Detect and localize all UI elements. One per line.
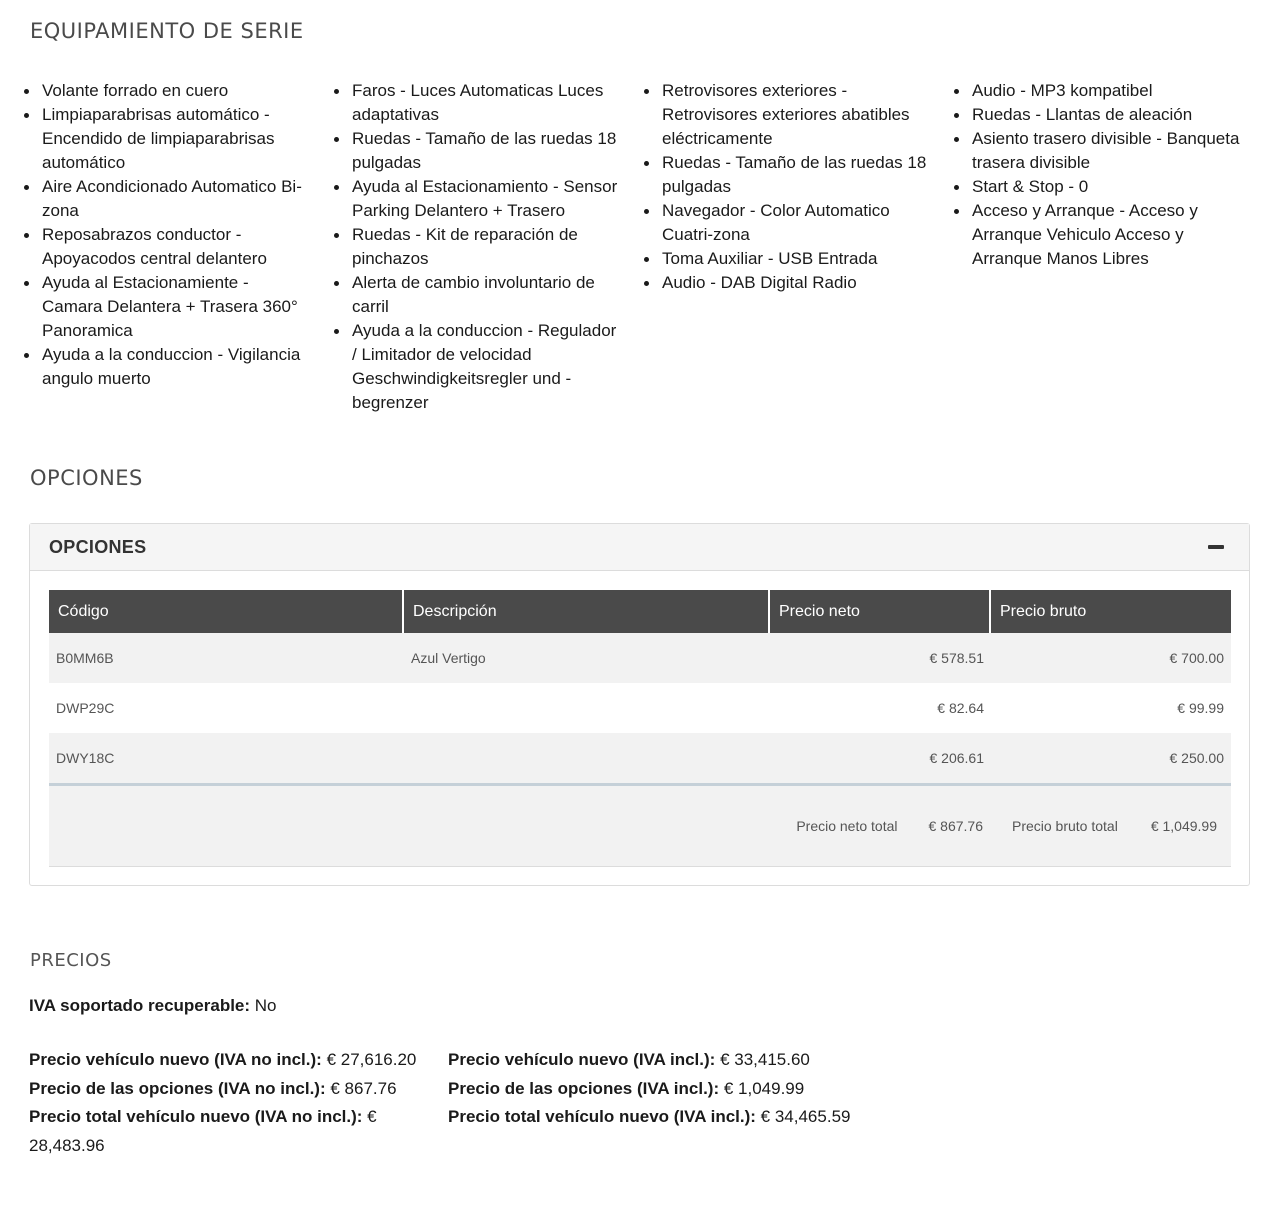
equipment-item: Audio - DAB Digital Radio bbox=[642, 271, 932, 295]
header-net-price: Precio neto bbox=[770, 590, 991, 633]
equipment-item: Faros - Luces Automaticas Luces adaptativas bbox=[332, 79, 622, 127]
cell-net-price: € 578.51 bbox=[929, 650, 984, 666]
equipment-item: Aire Acondicionado Automatico Bi-zona bbox=[22, 175, 312, 223]
net-total-label: Precio neto total bbox=[796, 818, 898, 834]
equipment-item: Reposabrazos conductor - Apoyacodos central delantero bbox=[22, 223, 312, 271]
equipment-columns bbox=[22, 79, 1262, 415]
options-panel-title: OPCIONES bbox=[49, 536, 147, 557]
header-code: Código bbox=[49, 590, 404, 633]
price-item bbox=[29, 1046, 429, 1075]
equipment-item: Ruedas - Tamaño de las ruedas 18 pulgadas bbox=[642, 151, 932, 199]
price-item bbox=[29, 1103, 429, 1160]
price-value: € 27,616.20 bbox=[326, 1050, 417, 1069]
table-row bbox=[49, 733, 1231, 783]
price-value: € 867.76 bbox=[330, 1078, 397, 1098]
header-description: Descripción bbox=[404, 590, 770, 633]
cell-code: B0MM6B bbox=[56, 650, 114, 666]
net-total-value: € 867.76 bbox=[928, 818, 983, 834]
equipment-item: Volante forrado en cuero bbox=[22, 79, 312, 103]
price-item bbox=[448, 1103, 868, 1132]
iva-recoverable bbox=[29, 996, 277, 1016]
equipment-column-1 bbox=[22, 79, 332, 415]
equipment-item: Limpiaparabrisas automático - Encendido de limpiaparabrisas automático bbox=[22, 103, 312, 175]
equipment-column-2 bbox=[332, 79, 642, 415]
price-label: Precio vehículo nuevo (IVA incl.): bbox=[448, 1050, 716, 1069]
cell-description: Azul Vertigo bbox=[411, 650, 486, 666]
equipment-item: Navegador - Color Automatico Cuatri-zona bbox=[642, 199, 932, 247]
price-label: Precio de las opciones (IVA incl.): bbox=[448, 1078, 720, 1098]
equipment-item: Start & Stop - 0 bbox=[952, 175, 1242, 199]
price-item bbox=[448, 1075, 868, 1104]
table-row bbox=[49, 683, 1231, 733]
price-value: € 33,415.60 bbox=[720, 1050, 810, 1069]
cell-gross-price: € 99.99 bbox=[1177, 700, 1224, 716]
iva-label: IVA soportado recuperable: bbox=[29, 996, 251, 1015]
cell-net-price: € 206.61 bbox=[929, 750, 984, 766]
equipment-item: Alerta de cambio involuntario de carril bbox=[332, 271, 622, 319]
options-panel bbox=[29, 523, 1250, 886]
cell-gross-price: € 250.00 bbox=[1169, 750, 1224, 766]
cell-code: DWP29C bbox=[56, 700, 115, 716]
table-row bbox=[49, 633, 1231, 683]
equipment-item: Toma Auxiliar - USB Entrada bbox=[642, 247, 932, 271]
prices-without-vat bbox=[29, 1046, 429, 1160]
iva-value: No bbox=[254, 996, 277, 1015]
options-section-title: OPCIONES bbox=[30, 466, 143, 490]
equipment-column-4 bbox=[952, 79, 1262, 415]
equipment-column-3 bbox=[642, 79, 952, 415]
price-value: € 28,483.96 bbox=[29, 1107, 377, 1155]
equipment-item: Ruedas - Tamaño de las ruedas 18 pulgadas bbox=[332, 127, 622, 175]
price-value: € 1,049.99 bbox=[723, 1078, 805, 1098]
options-table bbox=[49, 590, 1231, 867]
collapse-icon[interactable] bbox=[1207, 538, 1225, 556]
price-label: Precio vehículo nuevo (IVA no incl.): bbox=[29, 1050, 322, 1069]
table-header bbox=[49, 590, 1231, 633]
gross-total-label: Precio bruto total bbox=[1011, 818, 1118, 834]
prices-section-title: PRECIOS bbox=[30, 950, 112, 971]
price-item bbox=[29, 1075, 429, 1104]
equipment-section-title: EQUIPAMIENTO DE SERIE bbox=[30, 19, 304, 43]
equipment-item: Ayuda al Estacionamiente - Camara Delantera + Trasera 360° Panoramica bbox=[22, 271, 312, 343]
price-label: Precio total vehículo nuevo (IVA incl.): bbox=[448, 1107, 756, 1126]
price-label: Precio total vehículo nuevo (IVA no incl.): bbox=[29, 1107, 363, 1126]
price-label: Precio de las opciones (IVA no incl.): bbox=[29, 1078, 326, 1098]
header-gross-price: Precio bruto bbox=[1000, 602, 1087, 620]
equipment-item: Ruedas - Kit de reparación de pinchazos bbox=[332, 223, 622, 271]
equipment-item: Ayuda a la conduccion - Vigilancia angulo muerto bbox=[22, 343, 312, 391]
table-totals bbox=[49, 783, 1231, 867]
prices-with-vat bbox=[448, 1046, 868, 1132]
options-panel-header[interactable] bbox=[30, 524, 1249, 571]
equipment-item: Retrovisores exteriores - Retrovisores exteriores abatibles eléctricamente bbox=[642, 79, 932, 151]
gross-total-value: € 1,049.99 bbox=[1150, 818, 1217, 834]
equipment-item: Ayuda al Estacionamiento - Sensor Parking Delantero + Trasero bbox=[332, 175, 622, 223]
equipment-item: Ruedas - Llantas de aleación bbox=[952, 103, 1242, 127]
equipment-item: Acceso y Arranque - Acceso y Arranque Vehiculo Acceso y Arranque Manos Libres bbox=[952, 199, 1242, 271]
equipment-item: Audio - MP3 kompatibel bbox=[952, 79, 1242, 103]
cell-gross-price: € 700.00 bbox=[1169, 650, 1224, 666]
price-item bbox=[448, 1046, 868, 1075]
price-value: € 34,465.59 bbox=[760, 1107, 851, 1126]
cell-net-price: € 82.64 bbox=[937, 700, 984, 716]
equipment-item: Asiento trasero divisible - Banqueta trasera divisible bbox=[952, 127, 1242, 175]
cell-code: DWY18C bbox=[56, 750, 115, 766]
equipment-item: Ayuda a la conduccion - Regulador / Limitador de velocidad Geschwindigkeitsregler und -begrenzer bbox=[332, 319, 622, 415]
